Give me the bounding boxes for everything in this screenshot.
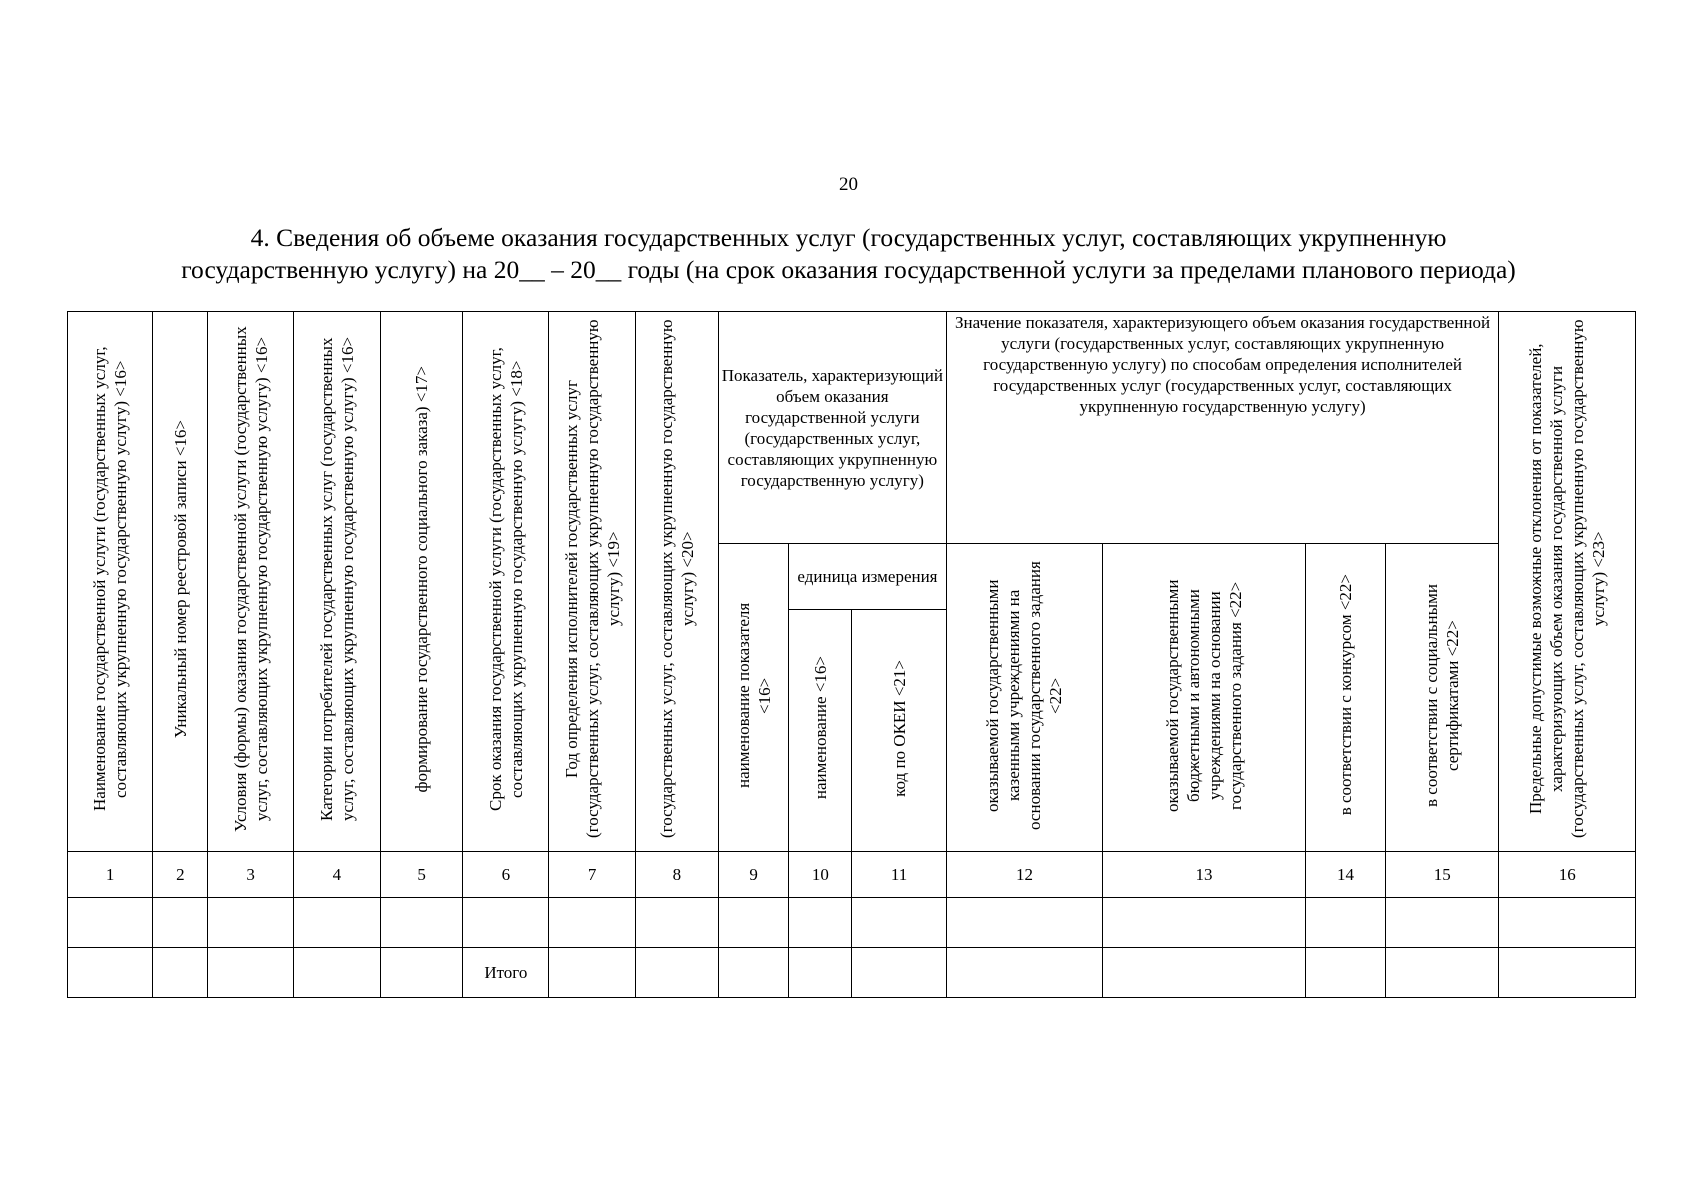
table-cell — [719, 898, 789, 948]
header-unit-name: наименование <16> — [789, 610, 852, 852]
table-cell — [1305, 948, 1385, 998]
header-value-kazennye: оказываемой государственными казенными учреждениями на основании государственного задания <22> — [946, 544, 1102, 852]
header-conditions: Условия (формы) оказания государственной услуги (государственных услуг, составляющих укрупненную государственную услугу) <16> — [208, 312, 293, 852]
header-value-budget: оказываемой государственными бюджетными и автономными учреждениями на основании государственного задания <22> — [1103, 544, 1306, 852]
header-indicator-group: Показатель, характеризующий объем оказания государственной услуги (государственных услуг, составляющих укрупненную государственную услугу) — [719, 312, 947, 544]
header-service-term: Срок оказания государственной услуги (государственных услуг, составляющих укрупненную государственную услугу) <18> — [463, 312, 549, 852]
column-number: 1 — [68, 852, 153, 898]
table-cell — [293, 948, 380, 998]
column-number: 10 — [789, 852, 852, 898]
column-number: 16 — [1499, 852, 1636, 898]
column-number: 6 — [463, 852, 549, 898]
header-service-name: Наименование государственной услуги (государственных услуг, составляющих укрупненную государственную услугу) <16> — [68, 312, 153, 852]
table-cell — [946, 948, 1102, 998]
header-executor-year: Год определения исполнителей государственных услуг (государственных услуг, составляющих укрупненную государственную услугу) <19> — [549, 312, 635, 852]
table-cell — [208, 948, 293, 998]
table-row — [68, 898, 1636, 948]
column-number: 9 — [719, 852, 789, 898]
page-number: 20 — [839, 174, 858, 195]
header-indicator-name: наименование показателя <16> — [719, 544, 789, 852]
volume-table — [67, 311, 1636, 998]
header-unit-group: единица измерения — [789, 544, 946, 610]
table-cell — [153, 898, 208, 948]
column-number: 15 — [1386, 852, 1499, 898]
table-cell — [1499, 898, 1636, 948]
column-number: 5 — [380, 852, 462, 898]
table-cell — [635, 898, 718, 948]
header-value-group: Значение показателя, характеризующего объем оказания государственной услуги (государственных услуг, составляющих укрупненную государственную услугу) по способам определения исполнителей государственных услуг (государственных услуг, составляющих укрупненную государственную услугу) — [946, 312, 1499, 544]
table-cell — [1305, 898, 1385, 948]
heading-line-1: 4. Сведения об объеме оказания государственных услуг (государственных услуг, составляющих укрупненную — [250, 223, 1447, 252]
table-cell — [1103, 948, 1306, 998]
column-number: 12 — [946, 852, 1102, 898]
table-cell — [1499, 948, 1636, 998]
table-cell — [68, 948, 153, 998]
total-label: Итого — [463, 948, 549, 998]
table-cell — [380, 898, 462, 948]
header-social-order: формирование государственного социального заказа) <17> — [380, 312, 462, 852]
column-number: 14 — [1305, 852, 1385, 898]
column-number: 8 — [635, 852, 718, 898]
table-cell — [1386, 948, 1499, 998]
header-deviations: Предельные допустимые возможные отклонения от показателей, характеризующих объем оказания государственной услуги (государственных услуг, составляющих укрупненную государственную услугу) <23> — [1499, 312, 1636, 852]
header-consumer-categories: Категории потребителей государственных услуг (государственных услуг, составляющих укрупненную государственную услугу) <16> — [293, 312, 380, 852]
header-value-konkurs: в соответствии с конкурсом <22> — [1305, 544, 1385, 852]
header-col8: (государственных услуг, составляющих укрупненную государственную услугу) <20> — [635, 312, 718, 852]
table-cell — [463, 898, 549, 948]
table-cell — [789, 898, 852, 948]
column-number: 4 — [293, 852, 380, 898]
column-number: 13 — [1103, 852, 1306, 898]
table-cell — [719, 948, 789, 998]
column-number: 2 — [153, 852, 208, 898]
header-value-certificates: в соответствии с социальными сертификатами <22> — [1386, 544, 1499, 852]
table-cell — [549, 898, 635, 948]
table-cell — [293, 898, 380, 948]
table-cell — [1386, 898, 1499, 948]
total-row — [68, 948, 1636, 998]
table-cell — [153, 948, 208, 998]
table-cell — [1103, 898, 1306, 948]
table-cell — [946, 898, 1102, 948]
column-number: 11 — [852, 852, 946, 898]
table-cell — [852, 948, 946, 998]
column-number: 3 — [208, 852, 293, 898]
table-cell — [789, 948, 852, 998]
table-cell — [635, 948, 718, 998]
table-cell — [380, 948, 462, 998]
section-heading — [60, 222, 1637, 286]
table-cell — [852, 898, 946, 948]
header-registry-number: Уникальный номер реестровой записи <16> — [153, 312, 208, 852]
header-unit-okei: код по ОКЕИ <21> — [852, 610, 946, 852]
column-number: 7 — [549, 852, 635, 898]
heading-line-2: государственную услугу) на 20__ – 20__ годы (на срок оказания государственной услуги за пределами планового периода) — [181, 255, 1516, 284]
table-cell — [549, 948, 635, 998]
table-cell — [208, 898, 293, 948]
table-cell — [68, 898, 153, 948]
column-number-row — [68, 852, 1636, 898]
